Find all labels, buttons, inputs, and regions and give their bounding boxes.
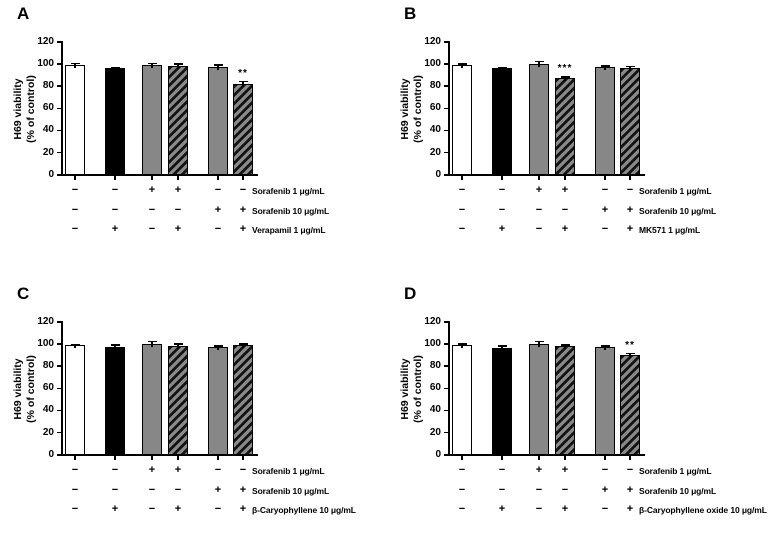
treatment-sign: − [535, 502, 543, 515]
x-axis-tick [604, 176, 606, 180]
y-axis-tick [57, 174, 62, 176]
treatment-sign: − [458, 183, 466, 196]
x-axis-tick [217, 456, 219, 460]
treatment-sign: − [111, 483, 119, 496]
treatment-label: β-Caryophyllene 10 μg/mL [252, 505, 356, 515]
bar-white [65, 345, 85, 455]
y-axis-title-line-1: H69 viability [12, 78, 24, 140]
error-bar-cap [458, 343, 467, 345]
panel-b [387, 0, 774, 259]
bar-hatched [168, 346, 188, 455]
x-axis-tick [501, 456, 503, 460]
treatment-label: Sorafenib 1 μg/mL [252, 186, 325, 196]
error-bar-cap [601, 345, 610, 347]
x-axis-tick [114, 176, 116, 180]
error-bar-cap [561, 344, 570, 346]
treatment-sign: + [535, 183, 543, 196]
error-bar-cap [626, 66, 635, 68]
treatment-sign: − [148, 203, 156, 216]
treatment-sign: − [498, 463, 506, 476]
y-axis-tick [57, 388, 62, 390]
treatment-sign: − [458, 483, 466, 496]
y-axis-tick-label: 60 [42, 102, 54, 114]
significance-stars: *** [557, 63, 573, 75]
x-axis-tick [461, 176, 463, 180]
treatment-sign: − [71, 502, 79, 515]
y-axis-tick-label: 60 [429, 382, 441, 394]
treatment-sign: − [458, 222, 466, 235]
bar-gray [208, 347, 228, 455]
significance-stars: ** [238, 67, 248, 79]
treatment-sign: + [174, 222, 182, 235]
bar-gray [208, 67, 228, 175]
y-axis-tick-label: 20 [42, 426, 54, 438]
bar-black [105, 347, 125, 455]
treatment-sign: − [498, 183, 506, 196]
bar-black [492, 68, 512, 174]
treatment-sign: + [626, 502, 634, 515]
treatment-sign: − [458, 463, 466, 476]
treatment-label: Sorafenib 1 μg/mL [252, 466, 325, 476]
treatment-label: Sorafenib 10 μg/mL [252, 486, 330, 496]
bar-hatched [233, 345, 253, 455]
bar-hatched [620, 355, 640, 455]
bar-gray [595, 67, 615, 175]
x-axis-tick [461, 456, 463, 460]
treatment-sign: − [111, 463, 119, 476]
treatment-sign: + [601, 483, 609, 496]
treatment-sign: + [535, 463, 543, 476]
error-bar-cap [239, 81, 248, 83]
error-bar-cap [111, 344, 120, 346]
y-axis-title-line-1: H69 viability [12, 358, 24, 420]
treatment-sign: − [71, 463, 79, 476]
x-axis-tick [501, 176, 503, 180]
y-axis-tick [444, 343, 449, 345]
treatment-sign: + [561, 222, 569, 235]
treatment-sign: + [148, 463, 156, 476]
error-bar-cap [626, 353, 635, 355]
significance-stars: ** [625, 339, 635, 351]
treatment-sign: + [626, 222, 634, 235]
treatment-sign: − [498, 483, 506, 496]
treatment-sign: − [148, 222, 156, 235]
treatment-sign: − [535, 483, 543, 496]
y-axis-tick-label: 100 [424, 57, 441, 69]
treatment-sign: − [626, 463, 634, 476]
x-axis-tick [217, 176, 219, 180]
treatment-sign: − [214, 183, 222, 196]
treatment-sign: + [601, 203, 609, 216]
panel-letter: D [404, 284, 417, 303]
treatment-sign: − [561, 483, 569, 496]
y-axis-title-line-2: (% of control) [412, 75, 424, 143]
bar-white [452, 345, 472, 455]
x-axis-tick [114, 456, 116, 460]
y-axis-tick-label: 80 [42, 80, 54, 92]
error-bar-cap [561, 76, 570, 78]
treatment-sign: − [561, 203, 569, 216]
treatment-sign: − [148, 483, 156, 496]
treatment-sign: + [148, 183, 156, 196]
x-axis-tick [629, 456, 631, 460]
x-axis-tick [538, 456, 540, 460]
y-axis-title-line-2: (% of control) [25, 75, 37, 143]
error-bar-cap [239, 343, 248, 345]
treatment-sign: − [214, 463, 222, 476]
x-axis-tick [604, 456, 606, 460]
treatment-sign: − [458, 502, 466, 515]
error-bar-cap [174, 63, 183, 65]
y-axis-tick-label: 40 [42, 404, 54, 416]
y-axis-tick-label: 80 [429, 360, 441, 372]
y-axis-tick [444, 410, 449, 412]
treatment-sign: − [535, 222, 543, 235]
panel-d [387, 260, 774, 519]
y-axis-title-line-1: H69 viability [399, 358, 411, 420]
x-axis-tick [177, 176, 179, 180]
treatment-sign: + [498, 502, 506, 515]
y-axis-tick [444, 174, 449, 176]
bar-gray [595, 347, 615, 455]
panel-inner [387, 280, 774, 539]
treatment-sign: + [626, 203, 634, 216]
treatment-label: Sorafenib 1 μg/mL [639, 186, 712, 196]
panel-c [0, 260, 387, 519]
treatment-sign: + [174, 183, 182, 196]
y-axis-tick-label: 0 [48, 168, 54, 180]
y-axis-tick [444, 152, 449, 154]
treatment-sign: − [71, 183, 79, 196]
y-axis-tick-label: 40 [429, 404, 441, 416]
x-axis-tick [74, 456, 76, 460]
y-axis-tick [57, 108, 62, 110]
y-axis-tick-label: 80 [42, 360, 54, 372]
bar-hatched [620, 68, 640, 174]
y-axis-tick-label: 20 [429, 146, 441, 158]
panel-letter: A [17, 4, 30, 23]
panel-letter: B [404, 4, 417, 23]
panel-inner [0, 0, 387, 259]
bar-hatched [555, 346, 575, 455]
error-bar-cap [148, 63, 157, 65]
treatment-sign: + [561, 463, 569, 476]
y-axis-tick [444, 365, 449, 367]
panel-a [0, 0, 387, 259]
x-axis-tick [242, 456, 244, 460]
treatment-sign: + [214, 203, 222, 216]
treatment-sign: + [111, 502, 119, 515]
y-axis-tick-label: 60 [429, 102, 441, 114]
bar-black [492, 348, 512, 454]
treatment-sign: − [214, 502, 222, 515]
y-axis-tick-label: 0 [435, 448, 441, 460]
error-bar-cap [498, 345, 507, 347]
x-axis-tick [74, 176, 76, 180]
y-axis-tick [57, 85, 62, 87]
y-axis-tick-label: 0 [435, 168, 441, 180]
x-axis-tick [242, 176, 244, 180]
y-axis-tick-label: 60 [42, 382, 54, 394]
treatment-label: Sorafenib 1 μg/mL [639, 466, 712, 476]
y-axis-tick [444, 41, 449, 43]
x-axis-tick [629, 176, 631, 180]
treatment-sign: − [174, 203, 182, 216]
y-axis-tick [444, 108, 449, 110]
x-axis-tick [177, 456, 179, 460]
treatment-label: Sorafenib 10 μg/mL [639, 206, 717, 216]
x-axis-tick [538, 176, 540, 180]
y-axis-tick [444, 432, 449, 434]
treatment-sign: − [174, 483, 182, 496]
treatment-sign: + [561, 502, 569, 515]
y-axis-tick-label: 40 [429, 124, 441, 136]
y-axis-tick [57, 321, 62, 323]
bar-black [105, 68, 125, 174]
y-axis-title-line-1: H69 viability [399, 78, 411, 140]
bar-gray [529, 64, 549, 175]
treatment-sign: − [498, 203, 506, 216]
error-bar-cap [214, 64, 223, 66]
treatment-label: Verapamil 1 μg/mL [252, 225, 326, 235]
y-axis-tick [57, 152, 62, 154]
treatment-sign: − [601, 502, 609, 515]
treatment-sign: + [239, 483, 247, 496]
y-axis-tick [57, 454, 62, 456]
error-bar-cap [111, 67, 120, 69]
treatment-sign: − [458, 203, 466, 216]
treatment-sign: − [111, 183, 119, 196]
y-axis-title-line-2: (% of control) [412, 355, 424, 423]
error-bar-cap [174, 343, 183, 345]
error-bar-cap [498, 67, 507, 69]
error-bar-cap [601, 65, 610, 67]
treatment-sign: − [601, 183, 609, 196]
error-bar-cap [148, 341, 157, 343]
bar-hatched [168, 66, 188, 175]
error-bar-cap [71, 63, 80, 65]
panel-inner [0, 280, 387, 539]
y-axis-tick-label: 120 [37, 35, 54, 47]
treatment-sign: + [174, 463, 182, 476]
panel-letter: C [17, 284, 30, 303]
error-bar-cap [71, 344, 80, 346]
y-axis-tick-label: 20 [429, 426, 441, 438]
treatment-sign: + [214, 483, 222, 496]
bar-gray [529, 344, 549, 455]
x-axis-tick [151, 456, 153, 460]
treatment-sign: − [535, 203, 543, 216]
y-axis-tick [57, 365, 62, 367]
treatment-label: β-Caryophyllene oxide 10 μg/mL [639, 505, 767, 515]
panel-inner [387, 0, 774, 259]
treatment-sign: + [111, 222, 119, 235]
y-axis-tick-label: 120 [424, 35, 441, 47]
y-axis-tick [57, 130, 62, 132]
x-axis-tick [564, 456, 566, 460]
bar-white [65, 65, 85, 175]
treatment-sign: − [71, 483, 79, 496]
y-axis-tick-label: 20 [42, 146, 54, 158]
error-bar-cap [458, 63, 467, 65]
bar-white [452, 65, 472, 175]
y-axis-tick [444, 85, 449, 87]
x-axis-tick [151, 176, 153, 180]
y-axis-tick-label: 120 [37, 315, 54, 327]
treatment-sign: + [239, 502, 247, 515]
treatment-label: Sorafenib 10 μg/mL [639, 486, 717, 496]
treatment-sign: − [239, 183, 247, 196]
treatment-label: Sorafenib 10 μg/mL [252, 206, 330, 216]
y-axis-tick [444, 321, 449, 323]
treatment-sign: + [498, 222, 506, 235]
y-axis-tick-label: 40 [42, 124, 54, 136]
y-axis-tick-label: 100 [424, 337, 441, 349]
y-axis-tick-label: 80 [429, 80, 441, 92]
y-axis-tick-label: 100 [37, 57, 54, 69]
bar-gray [142, 344, 162, 455]
treatment-sign: + [174, 502, 182, 515]
y-axis-tick [444, 130, 449, 132]
treatment-sign: − [601, 463, 609, 476]
treatment-label: MK571 1 μg/mL [639, 225, 701, 235]
bar-hatched [555, 78, 575, 174]
bar-hatched [233, 84, 253, 175]
y-axis-tick [444, 388, 449, 390]
y-axis-tick-label: 100 [37, 337, 54, 349]
y-axis-tick [57, 410, 62, 412]
y-axis-tick [444, 63, 449, 65]
y-axis-tick [57, 432, 62, 434]
treatment-sign: − [148, 502, 156, 515]
y-axis-tick [444, 454, 449, 456]
treatment-sign: + [239, 222, 247, 235]
treatment-sign: − [239, 463, 247, 476]
x-axis-tick [564, 176, 566, 180]
y-axis-tick-label: 0 [48, 448, 54, 460]
y-axis-tick [57, 343, 62, 345]
treatment-sign: − [71, 222, 79, 235]
y-axis-tick-label: 120 [424, 315, 441, 327]
error-bar-cap [214, 345, 223, 347]
y-axis-tick [57, 63, 62, 65]
treatment-sign: − [601, 222, 609, 235]
y-axis-tick [57, 41, 62, 43]
treatment-sign: − [111, 203, 119, 216]
error-bar-cap [535, 341, 544, 343]
y-axis-title-line-2: (% of control) [25, 355, 37, 423]
treatment-sign: + [561, 183, 569, 196]
treatment-sign: − [71, 203, 79, 216]
error-bar-cap [535, 61, 544, 63]
treatment-sign: + [239, 203, 247, 216]
treatment-sign: + [626, 483, 634, 496]
treatment-sign: − [214, 222, 222, 235]
treatment-sign: − [626, 183, 634, 196]
bar-gray [142, 65, 162, 175]
